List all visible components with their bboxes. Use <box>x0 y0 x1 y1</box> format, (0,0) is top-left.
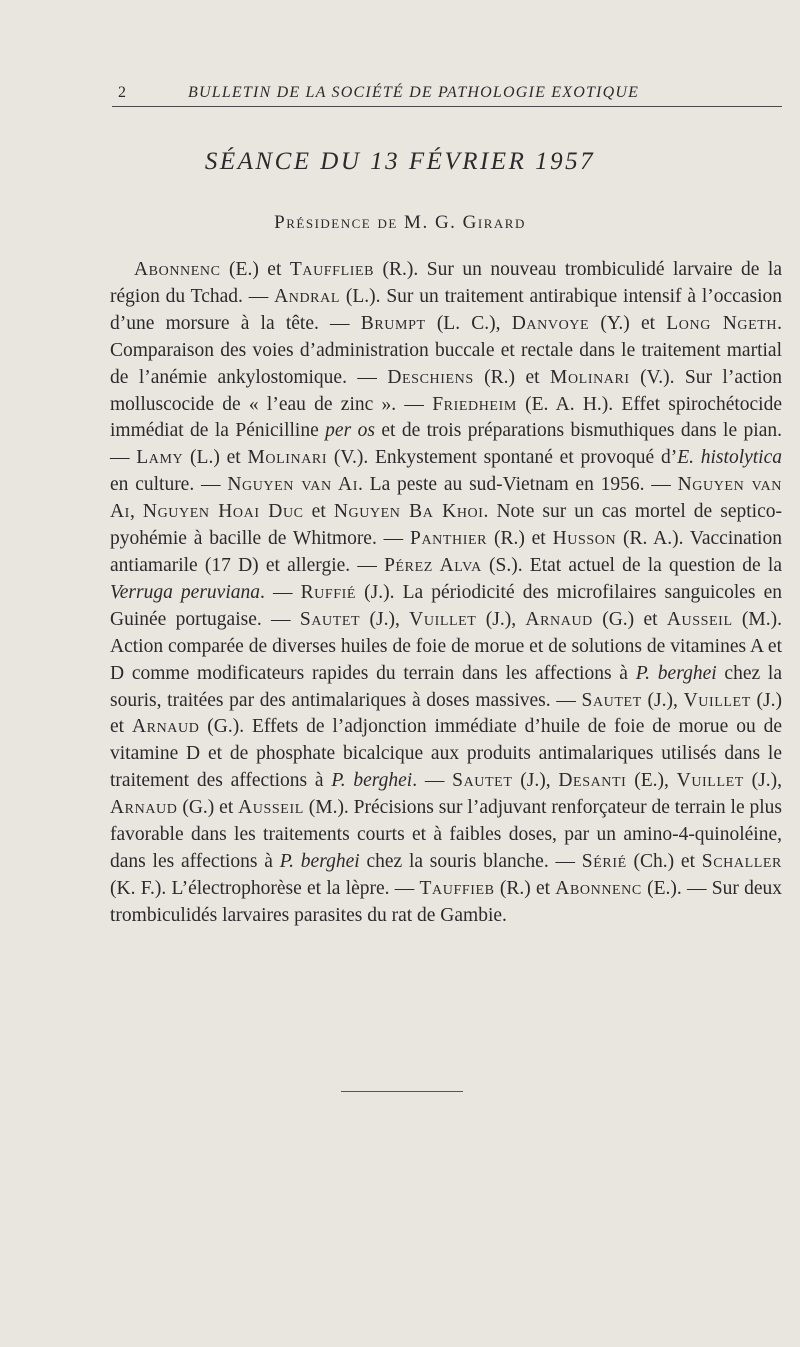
body-text-run: chez la souris blanche. — <box>359 850 582 872</box>
body-text-run: et <box>303 501 334 523</box>
author-name: Nguyen van Ai <box>110 474 783 523</box>
body-text-run: , <box>129 501 143 523</box>
italic-term: P. berghei <box>331 770 413 792</box>
author-name: Sautet <box>299 608 361 630</box>
closing-rule <box>341 1091 463 1092</box>
body-text-run: . Comparaison des voies d’administration buccale et rectale dans le traitement martial de l’anémie ankylostomique. — <box>110 312 782 388</box>
author-name: Lamy <box>136 447 184 469</box>
running-header <box>112 80 782 107</box>
author-name: Arnaud <box>525 608 593 630</box>
author-name: Andral <box>274 285 340 307</box>
author-name: Sérié <box>581 850 627 872</box>
author-name: Schaller <box>701 850 782 872</box>
body-text-run: (R.) et <box>494 877 556 899</box>
body-text-run: (E. A. H.). Effet spirochétocide immédiat de la Pénicilline <box>110 393 783 442</box>
italic-term: P. berghei <box>635 662 717 684</box>
session-summary-paragraph <box>110 257 782 930</box>
author-name: Danvoye <box>511 312 590 334</box>
body-text-run: (J.), <box>743 770 783 792</box>
page-number: 2 <box>118 84 128 101</box>
body-text-run: (J.), <box>641 689 684 711</box>
author-name: Friedheim <box>432 393 517 415</box>
author-name: Nguyen Hoai Duc <box>142 501 304 523</box>
body-text-run: (K. F.). L’électrophorèse et la lèpre. — <box>110 877 420 899</box>
author-name: Molinari <box>550 366 630 388</box>
body-text-run: (G.). Effets de l’adjonction immédiate d’huile de foie de morue ou de vitamine D et de phosphate bicalcique aux produits antimalariques utilisés dans le traitement des affections à <box>110 716 782 792</box>
author-name: Husson <box>552 528 617 550</box>
body-text-run: (J.) et <box>110 689 782 738</box>
body-text-run: (J.), <box>512 770 559 792</box>
author-name: Sautet <box>452 770 513 792</box>
body-text-run: (J.). La périodicité des microfilaires sanguicoles en Guinée portugaise. — <box>110 581 782 630</box>
body-text-run: . Note sur un cas mortel de septico-pyohémie à bacille de Whitmore. — <box>110 501 782 550</box>
body-text-run: (E.). — Sur deux trombiculidés larvaires parasites du rat de Gambie. <box>110 877 782 926</box>
body-text-run: (S.). Etat actuel de la question de la <box>481 554 782 576</box>
author-name: Vuillet <box>676 770 744 792</box>
author-name: Ruffié <box>300 581 357 603</box>
italic-term: per os <box>325 420 375 442</box>
body-text-run: (R.) et <box>487 528 553 550</box>
author-name: Molinari <box>247 447 328 469</box>
body-text-run: . — <box>412 770 453 792</box>
body-text-run: (E.) et <box>220 259 290 280</box>
author-name: Taufflieb <box>289 259 375 280</box>
author-name: Sautet <box>581 689 642 711</box>
author-name: Ausseil <box>238 797 304 819</box>
author-name: Vuillet <box>409 608 477 630</box>
body-text-run: (L. C.), <box>425 312 512 334</box>
body-text-run: (G.) et <box>592 608 667 630</box>
body-text-run: (M.). Action comparée de diverses huiles de foie de morue et de solutions de vitamines A et D comme modificateurs rapides du terrain dans les affections à <box>110 608 782 684</box>
author-name: Brumpt <box>360 312 426 334</box>
body-text-run: (L.). Sur un traitement antirabique intensif à l’occasion d’une morsure à la tête. — <box>110 285 782 334</box>
body-text-run: . La peste au sud-Vietnam en 1956. — <box>357 474 678 496</box>
body-text-run: (J.), <box>476 608 526 630</box>
author-name: Abonnenc <box>555 877 642 899</box>
italic-term: Verruga peruviana <box>110 581 260 603</box>
author-name: Ausseil <box>666 608 733 630</box>
body-text-run: (R.) et <box>473 366 551 388</box>
body-text-run: (V.). Sur l’action molluscocide de « l’eau de zinc ». — <box>110 366 782 415</box>
body-text-run: (R.). Sur un nouveau trombiculidé larvaire de la région du Tchad. — <box>110 259 782 307</box>
author-name: Pérez Alva <box>384 554 482 576</box>
session-title: SÉANCE DU 13 FÉVRIER 1957 <box>204 148 596 175</box>
body-text-run: et de trois préparations bismuthiques dans le pian. — <box>110 420 782 469</box>
italic-term: E. histolytica <box>677 447 783 469</box>
body-text-run: . — <box>260 581 301 603</box>
author-name: Tauffieb <box>419 877 495 899</box>
body-text-run: (Ch.) et <box>626 850 702 872</box>
author-name: Long Ngeth <box>666 312 778 334</box>
body-text-run: (R. A.). Vaccination antiamarile (17 D) et allergie. — <box>110 528 782 576</box>
author-name: Abonnenc <box>134 259 221 280</box>
author-name: Desanti <box>558 770 627 792</box>
author-name: Nguyen van Ai <box>227 474 358 496</box>
body-text-run: (J.), <box>360 608 410 630</box>
author-name: Vuillet <box>683 689 751 711</box>
author-name: Arnaud <box>110 797 178 819</box>
author-name: Panthier <box>410 528 488 550</box>
presidency-line: Présidence de M. G. Girard <box>274 212 526 233</box>
body-text-run: (V.). Enkystement spontané et provoqué d’ <box>327 447 678 469</box>
italic-term: P. berghei <box>279 850 360 872</box>
body-text-run: chez la souris, traitées par des antimalariques à doses massives. — <box>110 662 782 711</box>
body-text-run: en culture. — <box>110 474 228 496</box>
body-text-run: (Y.) et <box>589 312 667 334</box>
author-name: Deschiens <box>387 366 474 388</box>
author-name: Nguyen Ba Khoi <box>333 501 484 523</box>
body-text-run: (G.) et <box>177 797 239 819</box>
author-name: Arnaud <box>131 716 200 738</box>
body-text-run: (L.) et <box>183 447 248 469</box>
body-text-run: (M.). Précisions sur l’adjuvant renforçateur de terrain le plus favorable dans les traitements courts et à faibles doses, par un amino-4-quinoléine, dans les affections à <box>110 797 782 872</box>
body-text-run: (E.), <box>626 770 677 792</box>
journal-title: BULLETIN DE LA SOCIÉTÉ DE PATHOLOGIE EXOTIQUE <box>188 84 640 101</box>
